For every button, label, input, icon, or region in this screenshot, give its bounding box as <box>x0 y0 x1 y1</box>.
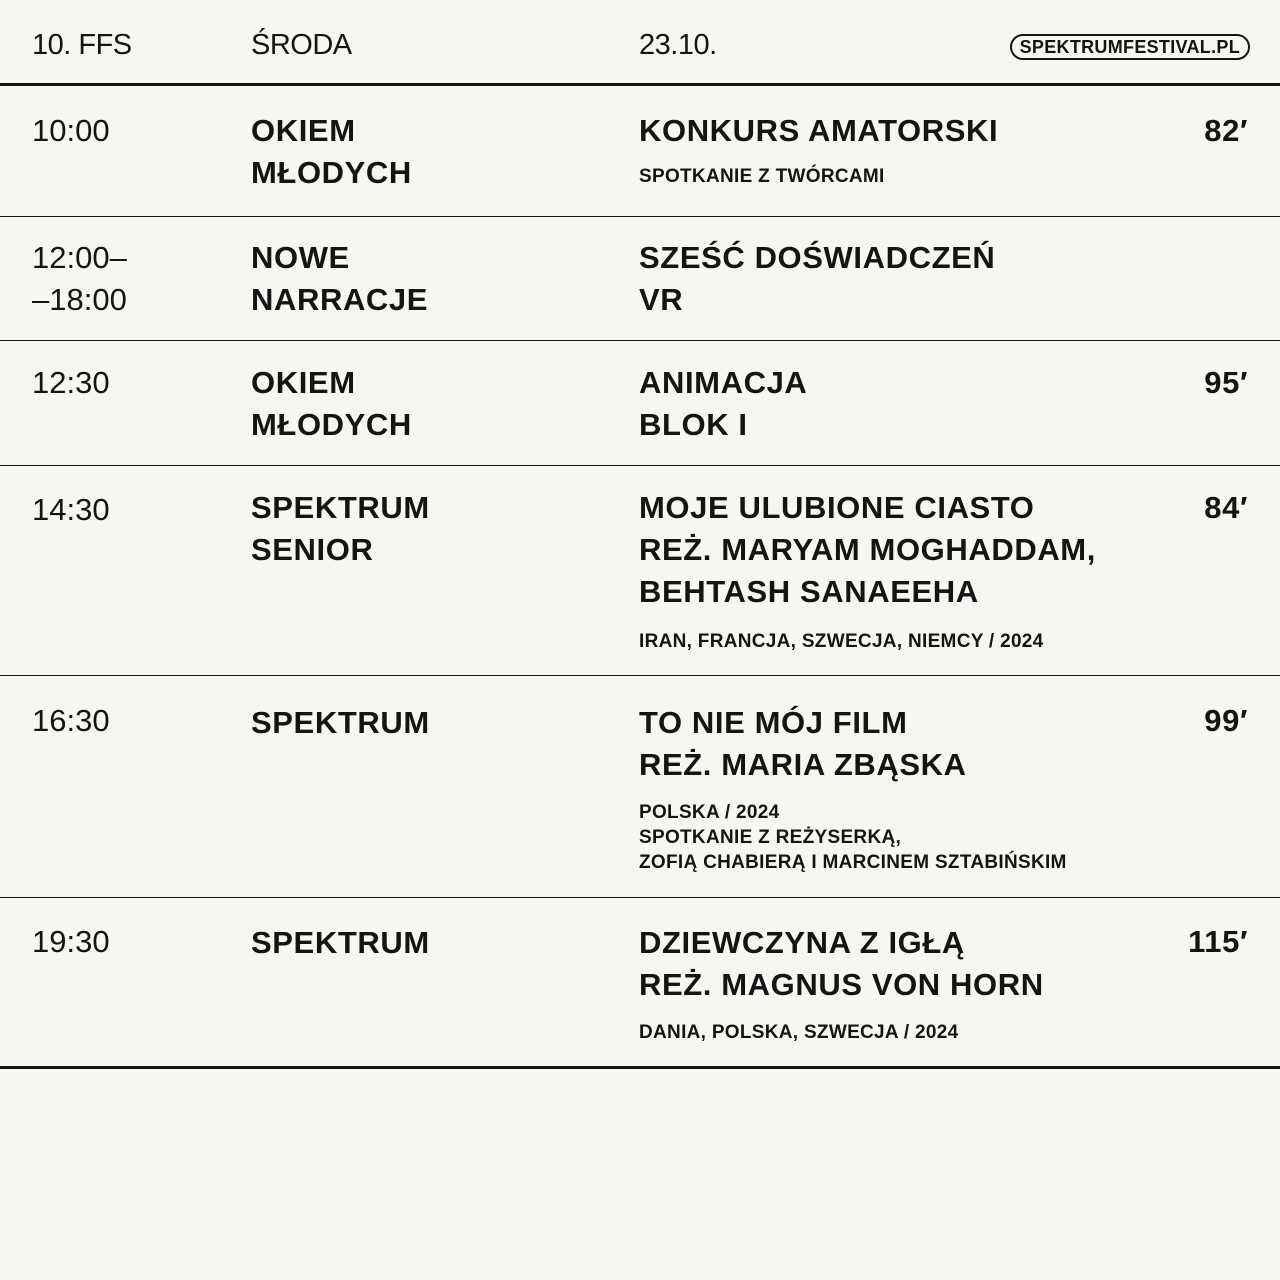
festival-edition: 10. FFS <box>32 29 132 61</box>
screening-duration: 82′ <box>1204 113 1248 148</box>
screening-row <box>0 466 1280 676</box>
screening-section: OKIEM MŁODYCH <box>251 365 412 442</box>
website-link[interactable]: SPEKTRUMFESTIVAL.PL <box>1010 34 1250 60</box>
weekday: ŚRODA <box>251 29 352 61</box>
screening-details: DANIA, POLSKA, SZWECJA / 2024 <box>639 1022 959 1043</box>
screening-title: KONKURS AMATORSKI <box>639 113 999 148</box>
screening-row <box>0 898 1280 1069</box>
screening-section: NOWE NARRACJE <box>251 240 429 317</box>
screening-title: SZEŚĆ DOŚWIADCZEŃ VR <box>639 240 996 317</box>
date: 23.10. <box>639 29 717 61</box>
screening-row <box>0 217 1280 341</box>
screening-row <box>0 676 1280 898</box>
screening-time: 12:30 <box>32 365 110 400</box>
screening-details: SPOTKANIE Z TWÓRCAMI <box>639 166 885 187</box>
screening-title: TO NIE MÓJ FILM REŻ. MARIA ZBĄSKA <box>639 705 967 782</box>
screening-section: SPEKTRUM <box>251 705 430 740</box>
screening-duration: 115′ <box>1188 924 1248 959</box>
screening-duration: 95′ <box>1204 365 1248 400</box>
screening-section: SPEKTRUM SENIOR <box>251 490 430 567</box>
screening-details: POLSKA / 2024 SPOTKANIE Z REŻYSERKĄ, ZOFIĄ CHABIERĄ I MARCINEM SZTABIŃSKIM <box>639 802 1067 873</box>
screening-section: SPEKTRUM <box>251 925 430 960</box>
screening-details: IRAN, FRANCJA, SZWECJA, NIEMCY / 2024 <box>639 631 1044 652</box>
screening-row <box>0 86 1280 217</box>
schedule-header <box>0 0 1280 86</box>
screening-title: DZIEWCZYNA Z IGŁĄ REŻ. MAGNUS VON HORN <box>639 925 1044 1002</box>
screening-duration: 84′ <box>1204 490 1248 525</box>
screening-title: MOJE ULUBIONE CIASTO REŻ. MARYAM MOGHADDAM, BEHTASH SANAEEHA <box>639 490 1096 609</box>
screening-time: 12:00– –18:00 <box>32 240 127 317</box>
screening-time: 14:30 <box>32 492 110 527</box>
screening-time: 16:30 <box>32 703 110 738</box>
screening-time: 19:30 <box>32 924 110 959</box>
screening-time: 10:00 <box>32 113 110 148</box>
screening-section: OKIEM MŁODYCH <box>251 113 412 190</box>
screening-duration: 99′ <box>1204 703 1248 738</box>
screening-row <box>0 341 1280 466</box>
screening-title: ANIMACJA BLOK I <box>639 365 808 442</box>
